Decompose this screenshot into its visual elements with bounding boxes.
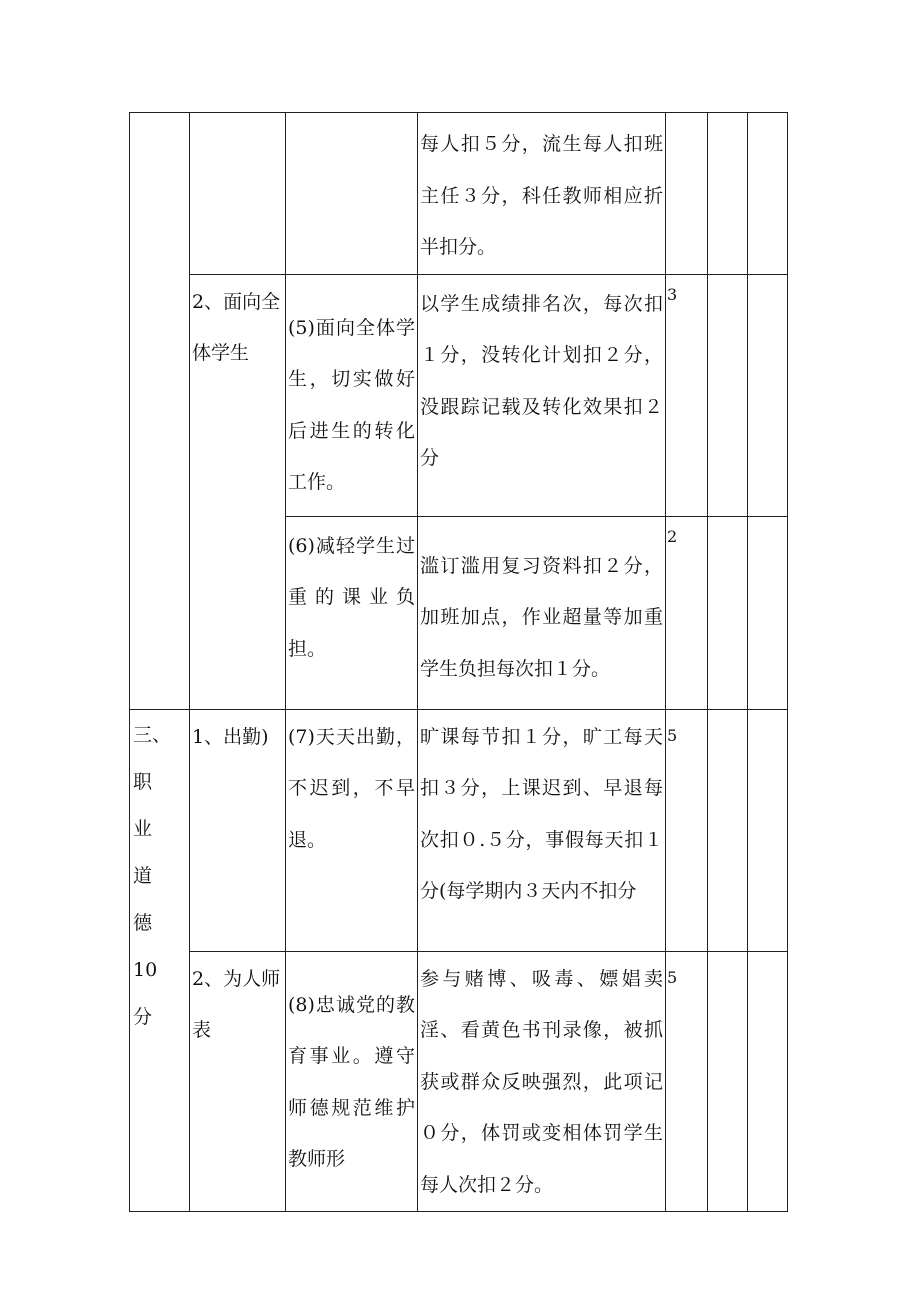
item-cell: 1、出勤): [190, 709, 286, 951]
category-char: 10: [133, 958, 158, 981]
deduction-cell: 旷课每节扣１分，旷工每天扣３分，上课迟到、早退每次扣０.５分，事假每天扣１分(每学期内３天内不扣分: [418, 709, 666, 951]
category-char: 业: [133, 817, 153, 840]
score-cell: [666, 113, 708, 275]
deduction-cell: 以学生成绩排名次，每次扣１分，没转化计划扣２分，没跟踪记载及转化效果扣２分: [418, 274, 666, 516]
criteria-cell: (5)面向全体学生，切实做好后进生的转化工作。: [286, 274, 418, 516]
score-cell: 2: [666, 516, 708, 709]
category-char: 道: [133, 864, 153, 887]
blank-cell: [708, 951, 748, 1212]
deduction-cell: 每人扣５分，流生每人扣班主任３分，科任教师相应折半扣分。: [418, 113, 666, 275]
criteria-cell: (7)天天出勤，不迟到，不早退。: [286, 709, 418, 951]
blank-cell: [748, 709, 788, 951]
category-char: 德: [133, 911, 153, 934]
table-row: [130, 113, 788, 275]
category-char: 分: [133, 1005, 153, 1028]
blank-cell: [748, 113, 788, 275]
blank-cell: [708, 709, 748, 951]
criteria-cell-empty: [286, 113, 418, 275]
category-cell: [130, 709, 190, 1212]
category-char: 三、: [133, 723, 172, 746]
evaluation-table: [129, 112, 788, 1212]
blank-cell: [708, 516, 748, 709]
blank-cell: [748, 516, 788, 709]
blank-cell: [708, 274, 748, 516]
deduction-cell: 参与赌博、吸毒、嫖娼卖淫、看黄色书刊录像，被抓获或群众反映强烈，此项记０分，体罚或变相体罚学生每人次扣２分。: [418, 951, 666, 1212]
blank-cell: [748, 274, 788, 516]
score-cell: 5: [666, 951, 708, 1212]
score-cell: 5: [666, 709, 708, 951]
table-row: [130, 709, 788, 951]
criteria-cell: (6)减轻学生过重的课业负担。: [286, 516, 418, 709]
table-row: [130, 951, 788, 1212]
deduction-cell: 滥订滥用复习资料扣２分，加班加点，作业超量等加重学生负担每次扣１分。: [418, 516, 666, 709]
category-cell-empty: [130, 113, 190, 710]
blank-cell: [748, 951, 788, 1212]
category-char: 职: [133, 770, 153, 793]
table-row: [130, 274, 788, 516]
blank-cell: [708, 113, 748, 275]
item-cell-empty: [190, 113, 286, 275]
item-cell: 2、为人师表: [190, 951, 286, 1212]
score-cell: 3: [666, 274, 708, 516]
criteria-cell: (8)忠诚党的教育事业。遵守师德规范维护教师形: [286, 951, 418, 1212]
item-cell: 2、面向全体学生: [190, 274, 286, 709]
